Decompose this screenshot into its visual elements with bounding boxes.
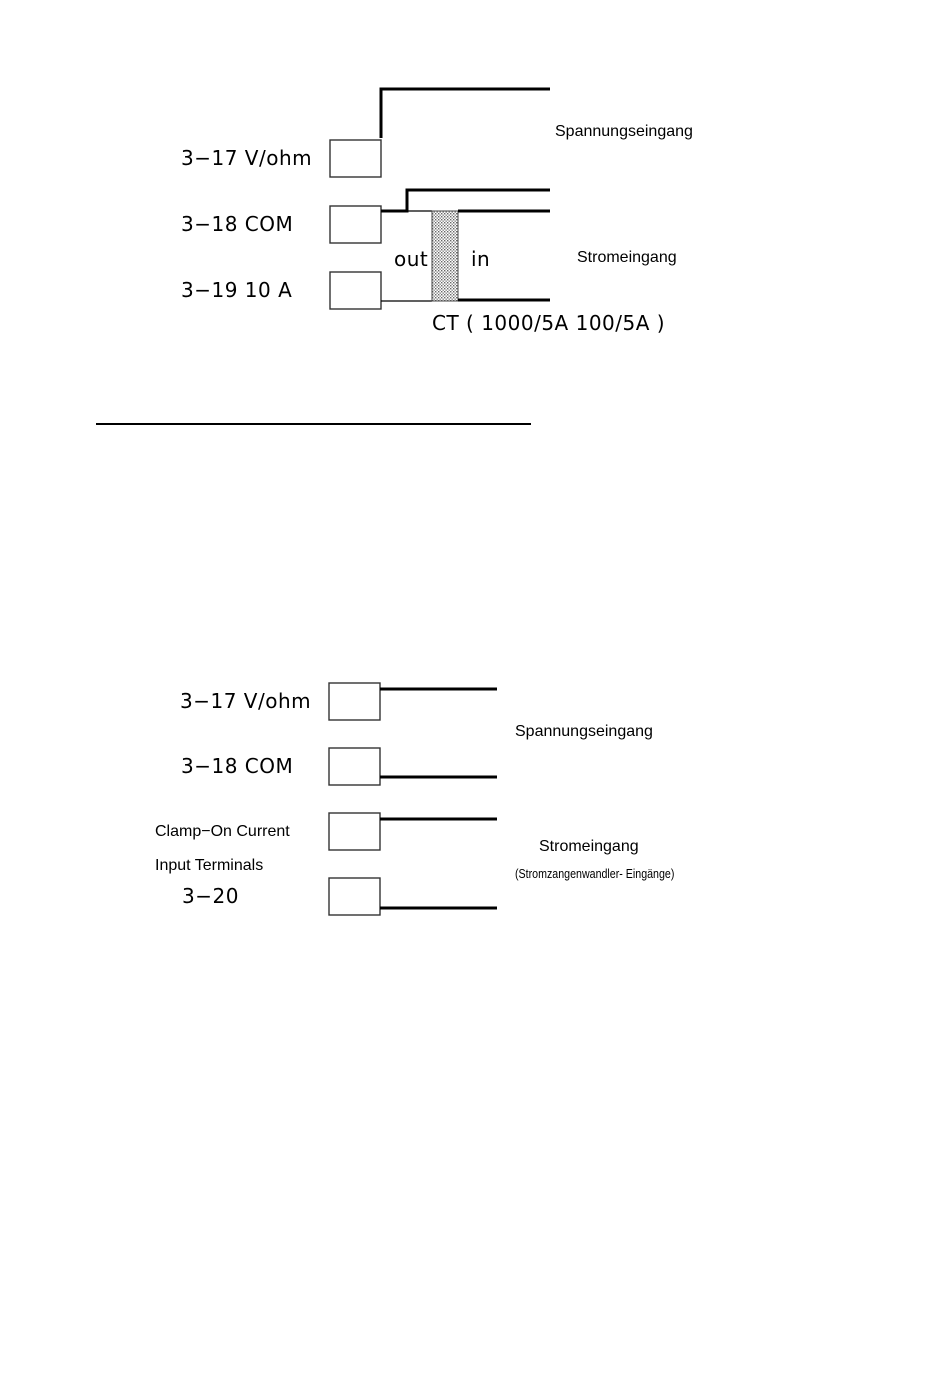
terminal-box-3-18 [330,206,381,243]
terminal-label-3-18-b: 3−18 COM [181,754,294,778]
ct-in-label: in [471,247,491,271]
voltage-input-label: Spannungseingang [555,123,693,140]
current-transformer-core [432,211,458,301]
terminal-box-3-18-b [329,748,380,785]
com-lead-wire [381,190,550,211]
terminal-box-3-17-b [329,683,380,720]
voltage-lead-wire [381,89,550,138]
diagram-1 [330,89,550,309]
current-input-sublabel: (Stromzangenwandler- Eingänge) [515,866,675,881]
terminal-box-clamp-1 [329,813,380,850]
ct-caption: CT ( 1000/5A 100/5A ) [432,311,666,335]
clamp-label-line1: Clamp−On Current [155,823,290,840]
clamp-label-line2: Input Terminals [155,857,264,874]
terminal-box-3-19 [330,272,381,309]
terminal-box-3-17 [330,140,381,177]
terminal-label-3-17: 3−17 V/ohm [181,146,313,170]
diagram-2 [329,683,497,915]
voltage-input-label-b: Spannungseingang [515,723,653,740]
current-input-label: Stromeingang [577,249,677,266]
terminal-box-clamp-2 [329,878,380,915]
terminal-label-3-17-b: 3−17 V/ohm [180,689,312,713]
current-input-label-b: Stromeingang [539,838,639,855]
ct-out-label: out [394,247,429,271]
terminal-label-3-18: 3−18 COM [181,212,294,236]
clamp-terminal-number: 3−20 [182,884,239,908]
terminal-label-3-19: 3−19 10 A [181,278,293,302]
